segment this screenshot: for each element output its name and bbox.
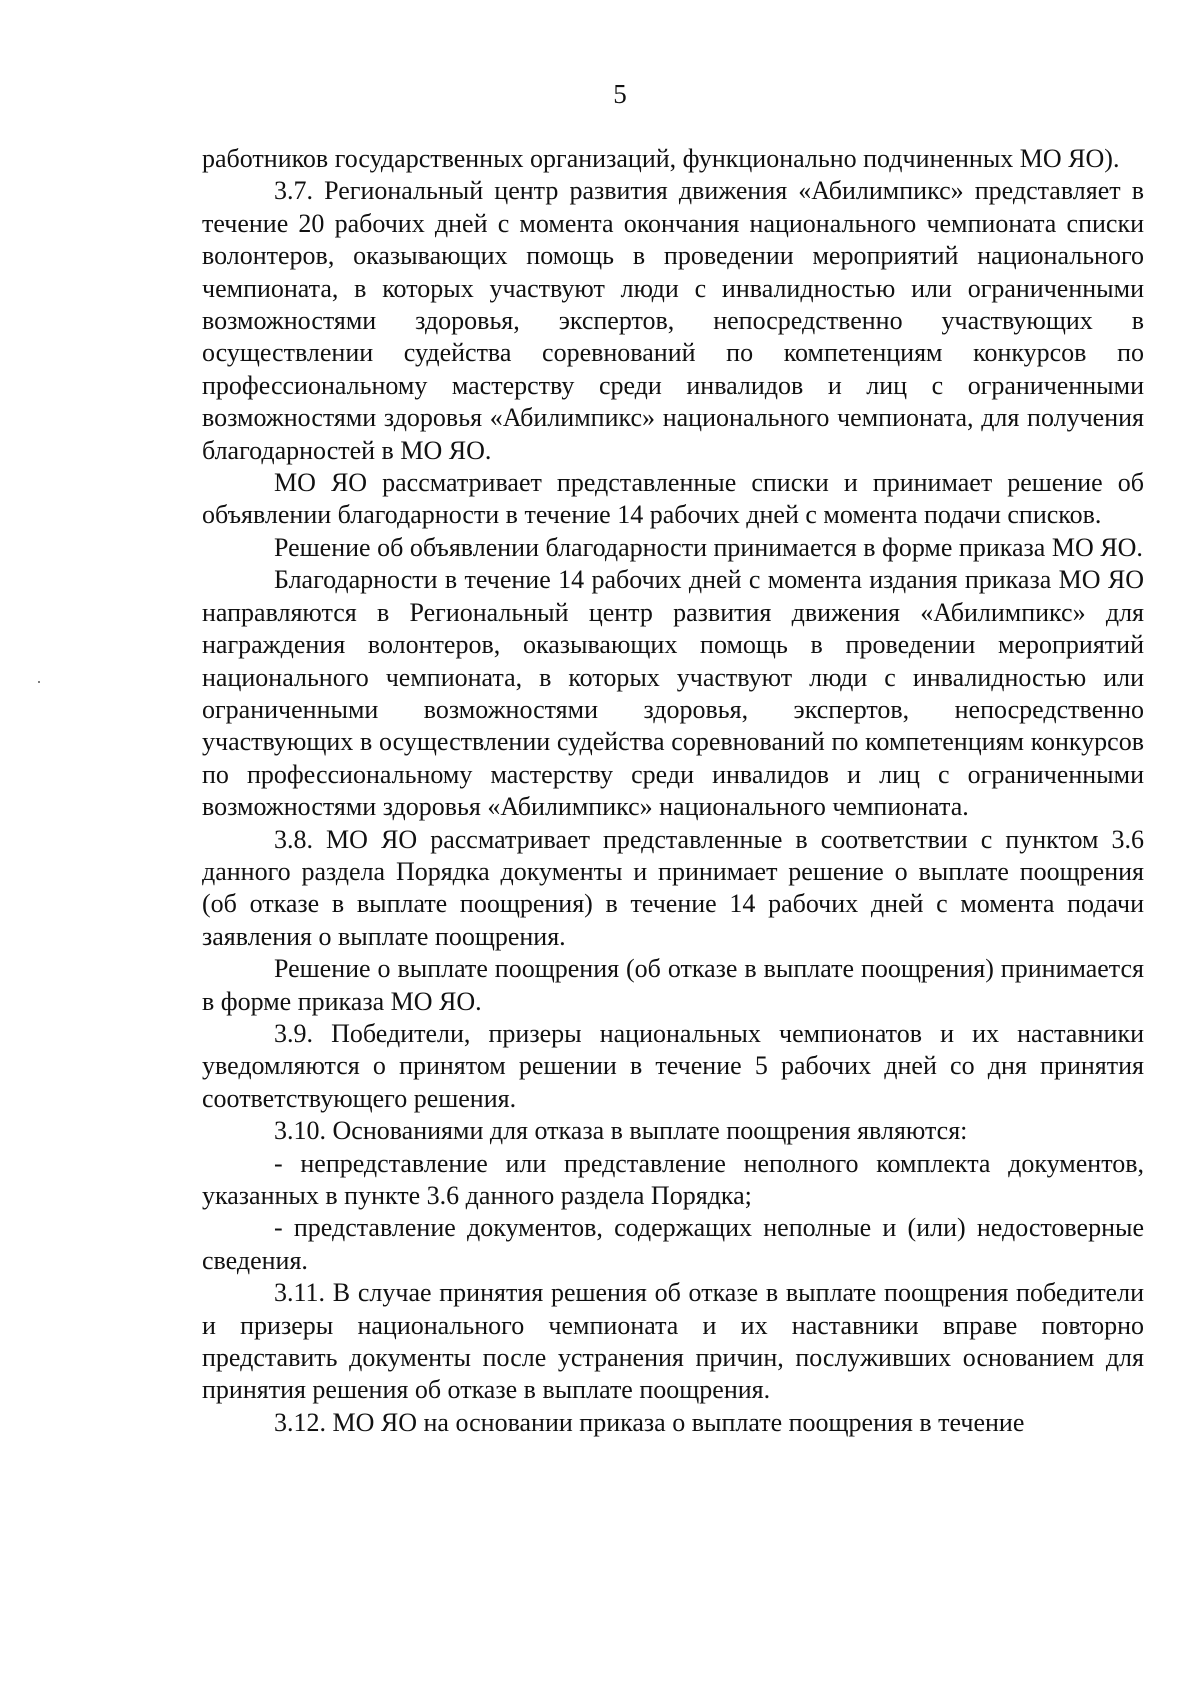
- paragraph-3-9: 3.9. Победители, призеры национальных чемпионатов и их наставники уведомляются о принятом решении в течение 5 рабочих дней со дня принятия соответствующего решения.: [202, 1018, 1144, 1113]
- list-item-incomplete-docs: - непредставление или представление неполного комплекта документов, указанных в пункте 3.6 данного раздела Порядка;: [202, 1148, 1144, 1210]
- paragraph-3-10: 3.10. Основаниями для отказа в выплате поощрения являются:: [274, 1116, 968, 1146]
- paragraph-3-11: 3.11. В случае принятия решения об отказе в выплате поощрения победители и призеры национального чемпионата и их наставники вправе повторно представить документы после устранения причин, послуживших основанием для принятия решения об отказе в выплате поощрения.: [202, 1278, 1144, 1405]
- paragraph-gratitude-order: Решение об объявлении благодарности принимается в форме приказа МО ЯО.: [274, 532, 1143, 562]
- paragraph-3-8: 3.8. МО ЯО рассматривает представленные в соответствии с пунктом 3.6 данного раздела Порядка документы и принимает решение о выплате поощрения (об отказе в выплате поощрения) в течение 14 рабочих дней с момента подачи заявления о выплате поощрения.: [202, 824, 1144, 951]
- paragraph-review-lists: МО ЯО рассматривает представленные списки и принимает решение об объявлении благодарности в течение 14 рабочих дней с момента подачи списков.: [202, 468, 1144, 530]
- list-item-unreliable-info: - представление документов, содержащих неполные и (или) недостоверные сведения.: [202, 1213, 1144, 1275]
- paragraph-continuation: работников государственных организаций, функционально подчиненных МО ЯО).: [202, 144, 1120, 173]
- paragraph-payment-order: Решение о выплате поощрения (об отказе в выплате поощрения) принимается в форме приказа МО ЯО.: [202, 954, 1144, 1016]
- paragraph-gratitude-delivery: Благодарности в течение 14 рабочих дней с момента издания приказа МО ЯО направляются в Региональный центр развития движения «Абилимпикс» для награждения волонтеров, оказывающих помощь в проведении мероприятий национального чемпионата, в которых участвуют люди с инвалидностью или ограниченными возможностями здоровья, экспертов, непосредственно участвующих в осуществлении судейства соревнований по компетенциям конкурсов по профессиональному мастерству среди инвалидов и лиц с ограниченными возможностями здоровья «Абилимпикс» национального чемпионата.: [202, 565, 1144, 822]
- scan-speck: [38, 681, 40, 683]
- page-number: 5: [613, 79, 627, 109]
- paragraph-3-12: 3.12. МО ЯО на основании приказа о выплате поощрения в течение: [274, 1407, 1025, 1437]
- paragraph-3-7: 3.7. Региональный центр развития движения «Абилимпикс» представляет в течение 20 рабочих дней с момента окончания национального чемпионата списки волонтеров, оказывающих помощь в проведении мероприятий национального чемпионата, в которых участвуют люди с инвалидностью или ограниченными возможностями здоровья, экспертов, непосредственно участвующих в осуществлении судейства соревнований по компетенциям конкурсов по профессиональному мастерству среди инвалидов и лиц с ограниченными возможностями здоровья «Абилимпикс» национального чемпионата, для получения благодарностей в МО ЯО.: [202, 176, 1144, 465]
- document-body: [202, 143, 1144, 1439]
